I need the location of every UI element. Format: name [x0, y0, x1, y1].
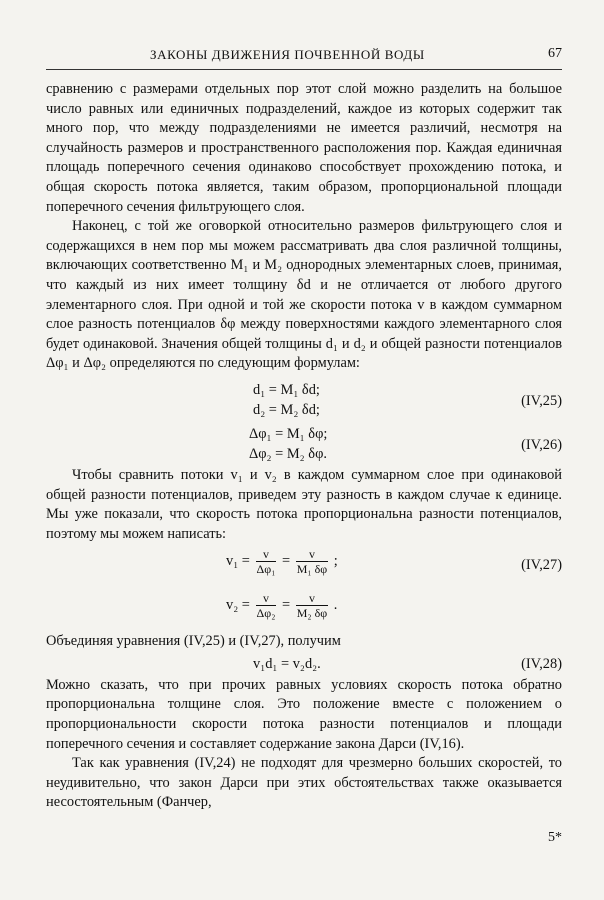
equation-iv-25-line-2: d₂ = M₂ δd;	[253, 401, 320, 418]
main-text	[46, 80, 562, 813]
fraction-denominator: M₂ δφ	[296, 606, 328, 621]
equation-iv-26-lines	[249, 425, 327, 464]
fraction-numerator: v	[296, 591, 328, 606]
fraction-v-over-delta-phi-1	[256, 547, 277, 576]
fraction-numerator: v	[256, 547, 277, 562]
paragraph-3: Чтобы сравнить потоки v₁ и v₂ в каждом суммарном слое при одинаковой общей разности потенциалов, приведем эту разность в каждом случае к единице. Мы уже показали, что скорость потока пропорциональна разности потенциалов, поэтому мы можем написать:	[46, 466, 562, 542]
fraction-denominator: Δφ₁	[256, 562, 276, 577]
fraction-denominator: Δφ₂	[256, 606, 276, 621]
equation-iv-25	[46, 378, 562, 422]
period: .	[333, 596, 338, 613]
equation-iv-25-lines	[253, 381, 320, 420]
paragraph-5: Можно сказать, что при прочих равных условиях скорость потока обратно пропорциональна толщине слоя. Это положение вместе с положением о пропорциональности скорости потока разности потенциалов и площади поперечного сечения и составляет содержание закона Дарси (IV,16).	[46, 676, 562, 752]
running-header	[46, 44, 562, 68]
fraction-v-over-m2-delta-phi	[296, 591, 328, 620]
chapter-title: ЗАКОНЫ ДВИЖЕНИЯ ПОЧВЕННОЙ ВОДЫ	[150, 47, 425, 62]
equation-iv-26	[46, 422, 562, 466]
fraction-v-over-m1-delta-phi	[296, 547, 328, 576]
equation-iv-27-line-1	[226, 547, 338, 576]
equation-iv-27-line-2	[226, 591, 337, 620]
equals-sign: =	[281, 596, 291, 613]
equation-iv-27-lhs-1: v₁ =	[226, 552, 250, 569]
header-rule	[46, 69, 562, 70]
fraction-v-over-delta-phi-2	[256, 591, 277, 620]
equation-iv-25-line-1: d₁ = M₁ δd;	[253, 381, 320, 398]
signature-mark: 5*	[548, 830, 562, 845]
equation-number-iv-25: (IV,25)	[521, 392, 562, 409]
equation-iv-27-lhs-2: v₂ =	[226, 596, 250, 613]
fraction-denominator: M₁ δφ	[296, 562, 328, 577]
paragraph-2: Наконец, с той же оговоркой относительно размеров фильтрующего слоя и содержащихся в нем пор мы можем рассматривать два слоя различной толщины, включающих соответственно M₁ и M₂ однородных элементарных слоев, принимая, что каждый из них имеет толщину δd и не отличается от любого другого элементарного слоя. При одной и той же скорости потока v в каждом суммарном слое разность потенциалов δφ между поверхностями каждого элементарного слоя будет одинаковой. Значения общей толщины d₁ и d₂ и общей разности потенциалов Δφ₁ и Δφ₂ определяются по следующим формулам:	[46, 218, 562, 372]
equation-iv-28	[46, 652, 562, 676]
equation-number-iv-28: (IV,28)	[521, 655, 562, 672]
paragraph-6: Так как уравнения (IV,24) не подходят для чрезмерно больших скоростей, то неудивительно, что закон Дарси при этих обстоятельствах также оказывается несостоятельным (Фанчер,	[46, 755, 562, 811]
semicolon: ;	[333, 552, 338, 569]
equation-iv-26-line-1: Δφ₁ = M₁ δφ;	[249, 425, 328, 442]
fraction-numerator: v	[256, 591, 277, 606]
equals-sign: =	[281, 552, 291, 569]
paragraph-4: Объединяя уравнения (IV,25) и (IV,27), получим	[46, 633, 341, 650]
page-number: 67	[548, 46, 562, 61]
equation-iv-27-second	[46, 588, 562, 632]
equation-iv-27	[46, 544, 562, 588]
paragraph-1: сравнению с размерами отдельных пор этот слой можно разделить на большое число равных или единичных подразделений, каждое из которых содержит так много пор, что между подразделениями не имеется различий, несмотря на случайность размеров и пространственного расположения пор. Каждая единичная площадь поперечного сечения одинаково способствует прохождению потока, и общая скорость потока является, таким образом, пропорциональной площади поперечного сечения фильтрующего слоя.	[46, 81, 562, 215]
equation-iv-28-body: v₁d₁ = v₂d₂.	[253, 655, 321, 672]
fraction-numerator: v	[296, 547, 328, 562]
equation-number-iv-26: (IV,26)	[521, 436, 562, 453]
equation-iv-26-line-2: Δφ₂ = M₂ δφ.	[249, 445, 327, 462]
equation-number-iv-27: (IV,27)	[521, 557, 562, 574]
